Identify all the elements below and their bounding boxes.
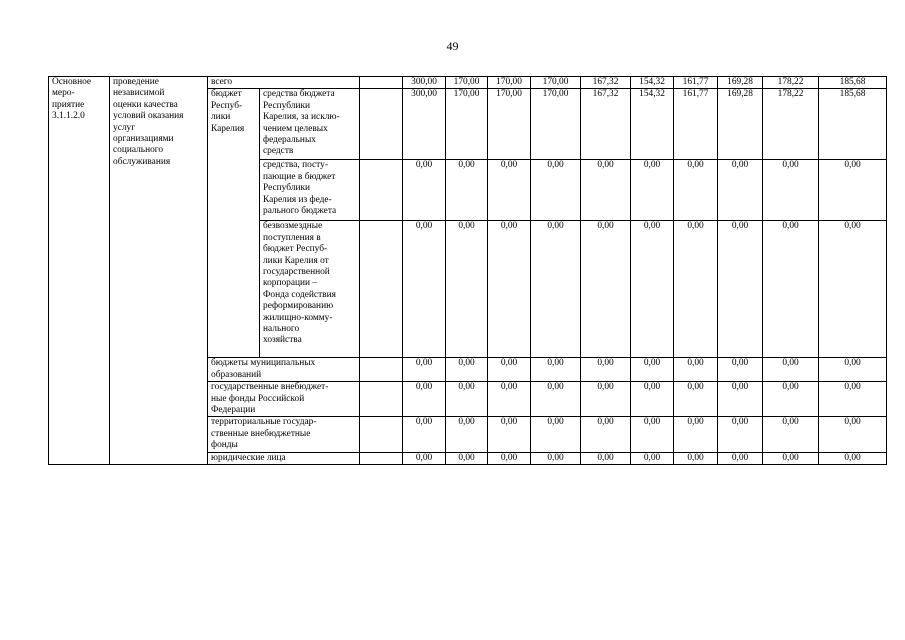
value-cell: 0,00: [674, 221, 718, 358]
value-cell: 170,00: [488, 77, 531, 89]
value-cell: 300,00: [403, 77, 446, 89]
value-cell: 169,28: [718, 89, 763, 160]
value-cell: 169,28: [718, 77, 763, 89]
value-cell: 0,00: [718, 358, 763, 382]
value-cell: 0,00: [531, 358, 581, 382]
value-cell: 0,00: [718, 160, 763, 221]
table-row: [49, 77, 887, 89]
source-label-cell: безвозмездные поступления в бюджет Респуб- лики Карелия от государственной корпорации – Фонда содействия реформированию жилищно-комму- нального хозяйства: [260, 221, 360, 358]
value-cell: 170,00: [531, 89, 581, 160]
value-cell: 0,00: [819, 417, 887, 452]
value-cell: 0,00: [674, 452, 718, 464]
empty-cell: [360, 221, 403, 358]
value-cell: 0,00: [819, 452, 887, 464]
value-cell: 0,00: [763, 221, 819, 358]
activity-code-cell: Основное меро- приятие 3.1.1.2.0: [49, 77, 110, 465]
value-cell: 0,00: [581, 452, 631, 464]
value-cell: 161,77: [674, 77, 718, 89]
value-cell: 0,00: [763, 382, 819, 417]
funding-table: [48, 76, 887, 465]
value-cell: 0,00: [446, 417, 488, 452]
value-cell: 170,00: [531, 77, 581, 89]
value-cell: 0,00: [631, 417, 674, 452]
source-label-cell: средства, посту- пающие в бюджет Республики Карелия из феде- рального бюджета: [260, 160, 360, 221]
value-cell: 0,00: [446, 221, 488, 358]
activity-description-cell: проведение независимой оценки качества условий оказания услуг организациями социального обслуживания: [110, 77, 208, 465]
empty-cell: [360, 452, 403, 464]
value-cell: 0,00: [819, 358, 887, 382]
value-cell: 0,00: [403, 417, 446, 452]
value-cell: 0,00: [763, 452, 819, 464]
value-cell: 0,00: [488, 358, 531, 382]
value-cell: 0,00: [488, 417, 531, 452]
value-cell: 178,22: [763, 89, 819, 160]
empty-cell: [360, 417, 403, 452]
empty-cell: [360, 160, 403, 221]
value-cell: 0,00: [488, 221, 531, 358]
value-cell: 0,00: [403, 382, 446, 417]
value-cell: 0,00: [718, 452, 763, 464]
value-cell: 0,00: [819, 221, 887, 358]
value-cell: 0,00: [488, 382, 531, 417]
source-label-cell: средства бюджета Республики Карелия, за исклю- чением целевых федеральных средств: [260, 89, 360, 160]
source-label-cell: государственные внебюджет- ные фонды Российской Федерации: [208, 382, 360, 417]
value-cell: 185,68: [819, 89, 887, 160]
value-cell: 0,00: [631, 358, 674, 382]
value-cell: 170,00: [446, 77, 488, 89]
page-number: 49: [446, 39, 459, 53]
value-cell: 178,22: [763, 77, 819, 89]
value-cell: 0,00: [403, 221, 446, 358]
value-cell: 154,32: [631, 89, 674, 160]
value-cell: 185,68: [819, 77, 887, 89]
value-cell: 0,00: [718, 417, 763, 452]
value-cell: 167,32: [581, 89, 631, 160]
empty-cell: [360, 77, 403, 89]
value-cell: 0,00: [403, 160, 446, 221]
value-cell: 0,00: [446, 160, 488, 221]
value-cell: 0,00: [581, 382, 631, 417]
value-cell: 0,00: [531, 452, 581, 464]
value-cell: 0,00: [631, 221, 674, 358]
value-cell: 0,00: [581, 221, 631, 358]
value-cell: 0,00: [718, 221, 763, 358]
value-cell: 170,00: [488, 89, 531, 160]
value-cell: 0,00: [674, 160, 718, 221]
value-cell: 0,00: [718, 382, 763, 417]
source-label-cell: юридические лица: [208, 452, 360, 464]
value-cell: 0,00: [446, 358, 488, 382]
value-cell: 0,00: [488, 452, 531, 464]
value-cell: 0,00: [581, 358, 631, 382]
value-cell: 0,00: [488, 160, 531, 221]
value-cell: 0,00: [631, 452, 674, 464]
budget-group-cell: бюджет Респуб- лики Карелия: [208, 89, 260, 358]
value-cell: 0,00: [763, 358, 819, 382]
value-cell: 167,32: [581, 77, 631, 89]
value-cell: 0,00: [819, 382, 887, 417]
value-cell: 0,00: [674, 382, 718, 417]
source-label-cell: бюджеты муниципальных образований: [208, 358, 360, 382]
empty-cell: [360, 89, 403, 160]
value-cell: 161,77: [674, 89, 718, 160]
value-cell: 0,00: [446, 452, 488, 464]
value-cell: 300,00: [403, 89, 446, 160]
value-cell: 0,00: [631, 160, 674, 221]
value-cell: 0,00: [674, 358, 718, 382]
value-cell: 0,00: [581, 417, 631, 452]
empty-cell: [360, 358, 403, 382]
value-cell: 0,00: [446, 382, 488, 417]
value-cell: 0,00: [531, 160, 581, 221]
value-cell: 0,00: [763, 160, 819, 221]
value-cell: 0,00: [631, 382, 674, 417]
value-cell: 0,00: [403, 452, 446, 464]
value-cell: 0,00: [763, 417, 819, 452]
value-cell: 170,00: [446, 89, 488, 160]
value-cell: 0,00: [531, 221, 581, 358]
value-cell: 0,00: [531, 417, 581, 452]
value-cell: 0,00: [674, 417, 718, 452]
source-label-cell: всего: [208, 77, 360, 89]
value-cell: 154,32: [631, 77, 674, 89]
empty-cell: [360, 382, 403, 417]
value-cell: 0,00: [819, 160, 887, 221]
value-cell: 0,00: [581, 160, 631, 221]
value-cell: 0,00: [531, 382, 581, 417]
source-label-cell: территориальные государ- ственные внебюджетные фонды: [208, 417, 360, 452]
value-cell: 0,00: [403, 358, 446, 382]
